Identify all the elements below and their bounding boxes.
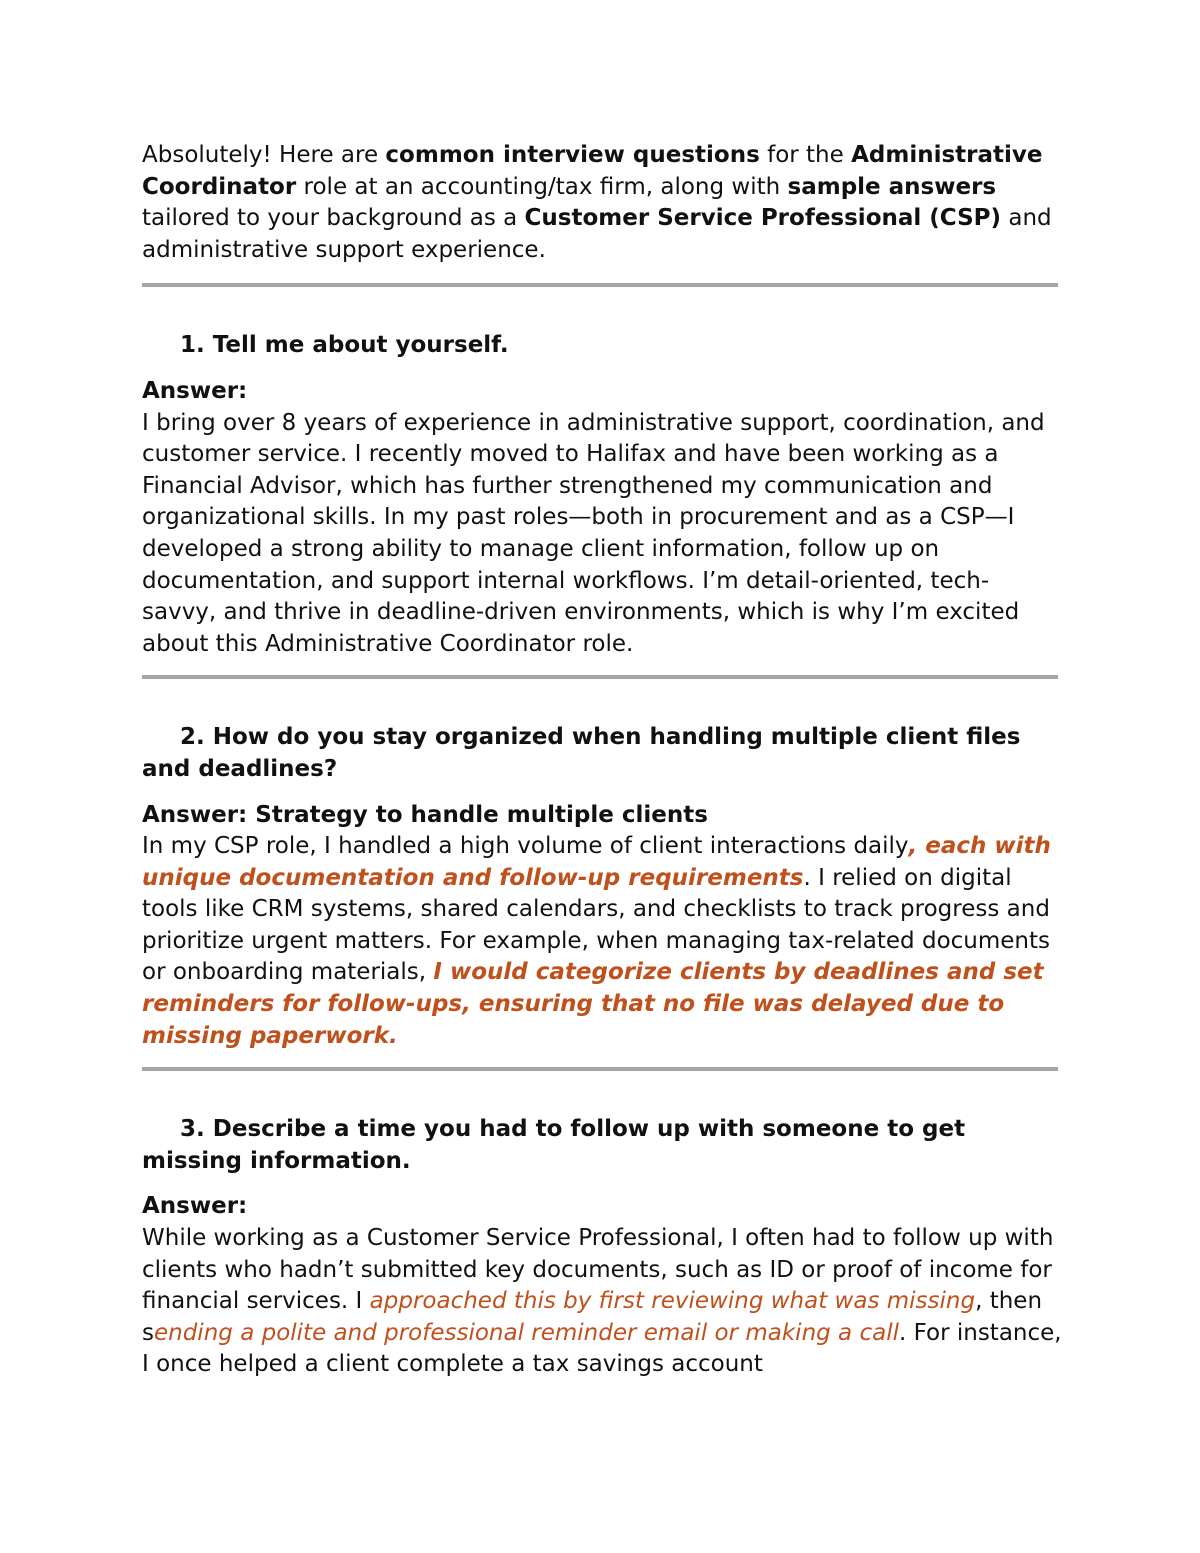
answer-paragraph: I bring over 8 years of experience in administrative support, coordination, and customer service. I recently moved to Halifax and have been working as a Financial Advisor, which has further strengthened my communication and organizational skills. In my past roles—both in procurement and as a CSP—I developed a strong ability to manage client information, follow up on documentation, and support internal workflows. I’m detail-oriented, tech-savvy, and thrive in deadline-driven environments, which is why I’m excited about this Administrative Coordinator role. xyxy=(142,409,1045,657)
question-heading: 2. How do you stay organized when handling multiple client files and deadlines? xyxy=(142,724,1021,782)
highlighted-text: , each with unique documentation and follow-up requirements xyxy=(142,833,1051,891)
horizontal-rule xyxy=(142,1067,1058,1071)
intro-bold-text: common interview questions xyxy=(385,142,760,168)
answer-text: In my CSP role, I handled a high volume of client interactions daily xyxy=(142,833,909,860)
answer-paragraph xyxy=(142,831,1062,1052)
answer-label: Answer: xyxy=(142,377,248,404)
highlighted-text: , ensuring that no file was delayed due to missing paperwork. xyxy=(142,991,1005,1049)
question-heading: 1. Tell me about yourself. xyxy=(180,332,509,359)
answer-label: Answer: xyxy=(142,1193,248,1220)
intro-bold-text: Administrative Coordinator xyxy=(142,142,1043,200)
answer-text: , then s xyxy=(142,1288,1043,1346)
answer-text: . For instance, I once helped a client complete a tax savings account xyxy=(142,1319,1062,1378)
intro-text: and administrative support experience. xyxy=(142,205,1052,263)
document-page xyxy=(142,140,1062,1381)
highlighted-text: approached this by first reviewing what was missing xyxy=(369,1288,976,1315)
intro-bold-text: Customer Service Professional (CSP) xyxy=(524,205,1002,232)
answer-text: . I relied on digital tools like CRM systems, shared calendars, and checklists to track progress and prioritize urgent matters. For example, when managing tax-related documents or onboarding materials, xyxy=(142,864,1050,986)
highlighted-text: I would categorize clients by deadlines and set reminders for follow-ups xyxy=(142,959,1044,1018)
answer-text: While working as a Customer Service Professional, I often had to follow up with clients who hadn’t submitted key documents, such as ID or proof of income for financial services. I xyxy=(142,1225,1054,1315)
answer-label: Answer: Strategy to handle multiple clients xyxy=(142,801,708,828)
question-heading: 3. Describe a time you had to follow up with someone to get missing information. xyxy=(142,1116,966,1174)
horizontal-rule xyxy=(142,675,1058,679)
intro-text: role at an accounting/tax firm, along with xyxy=(296,173,788,200)
answer-paragraph xyxy=(142,1223,1062,1381)
intro-bold-text: sample answers xyxy=(787,173,997,200)
intro-text: Absolutely! Here are xyxy=(142,142,386,168)
intro-text: for the xyxy=(759,142,852,168)
intro-paragraph xyxy=(142,140,1062,266)
highlighted-text: ending a polite and professional reminder email or making a call xyxy=(153,1319,899,1346)
intro-text: tailored to your background as a xyxy=(142,205,525,232)
horizontal-rule xyxy=(142,283,1058,287)
